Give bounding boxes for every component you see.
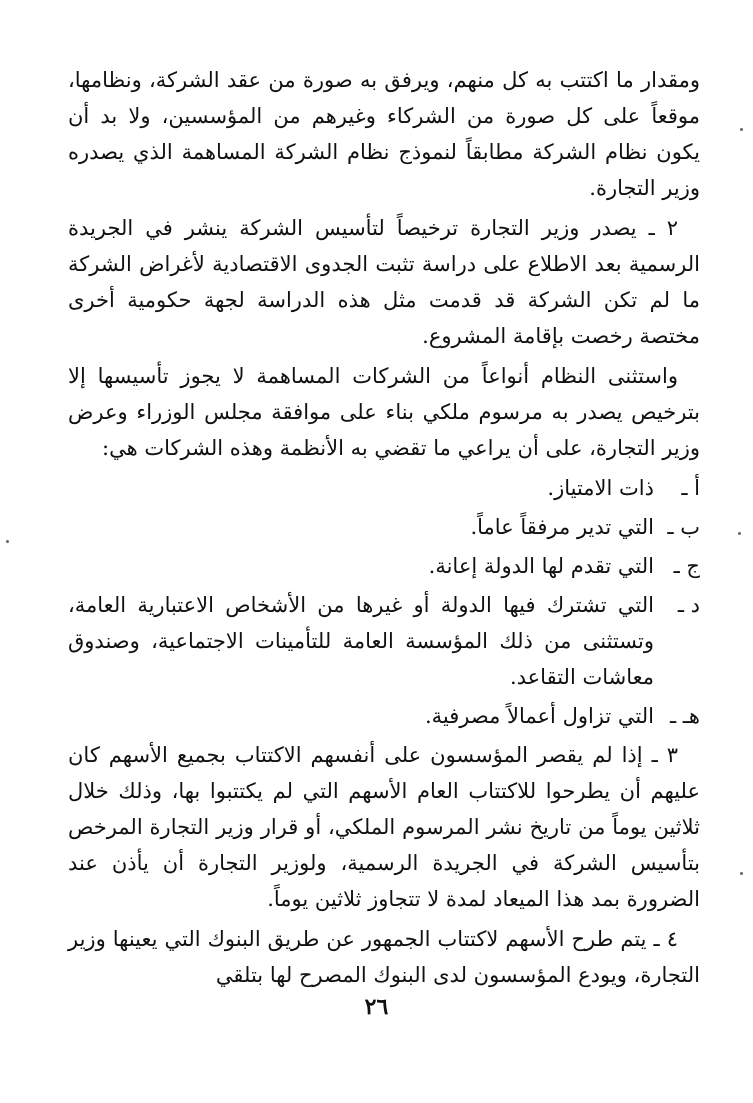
paragraph-2: ٢ ـ يصدر وزير التجارة ترخيصاً لتأسيس الشركة ينشر في الجريدة الرسمية بعد الاطلاع على دراسة تثبت الجدوى الاقتصادية لأغراض الشركة ما لم تكن الشركة قد قدمت مثل هذه الدراسة لجهة حكومية أخرى مختصة رخصت بإقامة المشروع. [68, 216, 700, 348]
scan-mark [740, 128, 743, 131]
list-text: التي تدير مرفقاً عاماً. [470, 515, 654, 539]
list-text: التي تزاول أعمالاً مصرفية. [424, 704, 654, 728]
list-letter: أ ـ [681, 476, 700, 500]
paragraph-3: واستثنى النظام أنواعاً من الشركات المساهمة لا يجوز تأسيسها إلا بترخيص يصدر به مرسوم ملكي بناء على موافقة مجلس الوزراء وعرض وزير التجارة، على أن يراعي ما تقضي به الأنظمة وهذه الشركات هي: [68, 364, 700, 460]
list-letter: ب ـ [667, 515, 700, 539]
scan-mark [738, 532, 741, 535]
list-text: التي تشترك فيها الدولة أو غيرها من الأشخاص الاعتبارية العامة، وتستثنى من ذلك المؤسسة العامة للتأمينات الاجتماعية، وصندوق معاشات التقاعد. [68, 593, 654, 689]
paragraph-5: ٤ ـ يتم طرح الأسهم لاكتتاب الجمهور عن طريق البنوك التي يعينها وزير التجارة، ويودع المؤسسون لدى البنوك المصرح لها بتلقي [68, 927, 700, 987]
page-number: ٢٦ [364, 994, 389, 1020]
page-body [68, 62, 700, 997]
list-letter: ج ـ [673, 554, 700, 578]
list-item-c [68, 548, 700, 584]
list-item-e [68, 698, 700, 734]
list-letter: د ـ [677, 593, 700, 617]
list-item-d [68, 587, 700, 695]
paragraph-4: ٣ ـ إذا لم يقصر المؤسسون على أنفسهم الاكتتاب بجميع الأسهم كان عليهم أن يطرحوا للاكتتاب العام الأسهم التي لم يكتتبوا بها، وذلك خلال ثلاثين يوماً من تاريخ نشر المرسوم الملكي، أو قرار وزير التجارة المرخص بتأسيس الشركة في الجريدة الرسمية، ولوزير التجارة أن يأذن عند الضرورة بمد هذا الميعاد لمدة لا تتجاوز ثلاثين يوماً. [68, 743, 700, 911]
list-text: ذات الامتياز. [547, 476, 654, 500]
paragraph-1: ومقدار ما اكتتب به كل منهم، ويرفق به صورة من عقد الشركة، ونظامها، موقعاً على كل صورة من الشركاء وغيرهم من المؤسسين، ولا بد أن يكون نظام الشركة مطابقاً لنموذج نظام الشركة المساهمة الذي يصدره وزير التجارة. [68, 68, 700, 200]
list-item-b [68, 509, 700, 545]
scan-mark [740, 872, 743, 875]
list-letter: هـ ـ [669, 704, 700, 728]
list-item-a [68, 470, 700, 506]
list-text: التي تقدم لها الدولة إعانة. [428, 554, 654, 578]
companies-list [68, 470, 700, 734]
scan-mark [6, 540, 9, 543]
